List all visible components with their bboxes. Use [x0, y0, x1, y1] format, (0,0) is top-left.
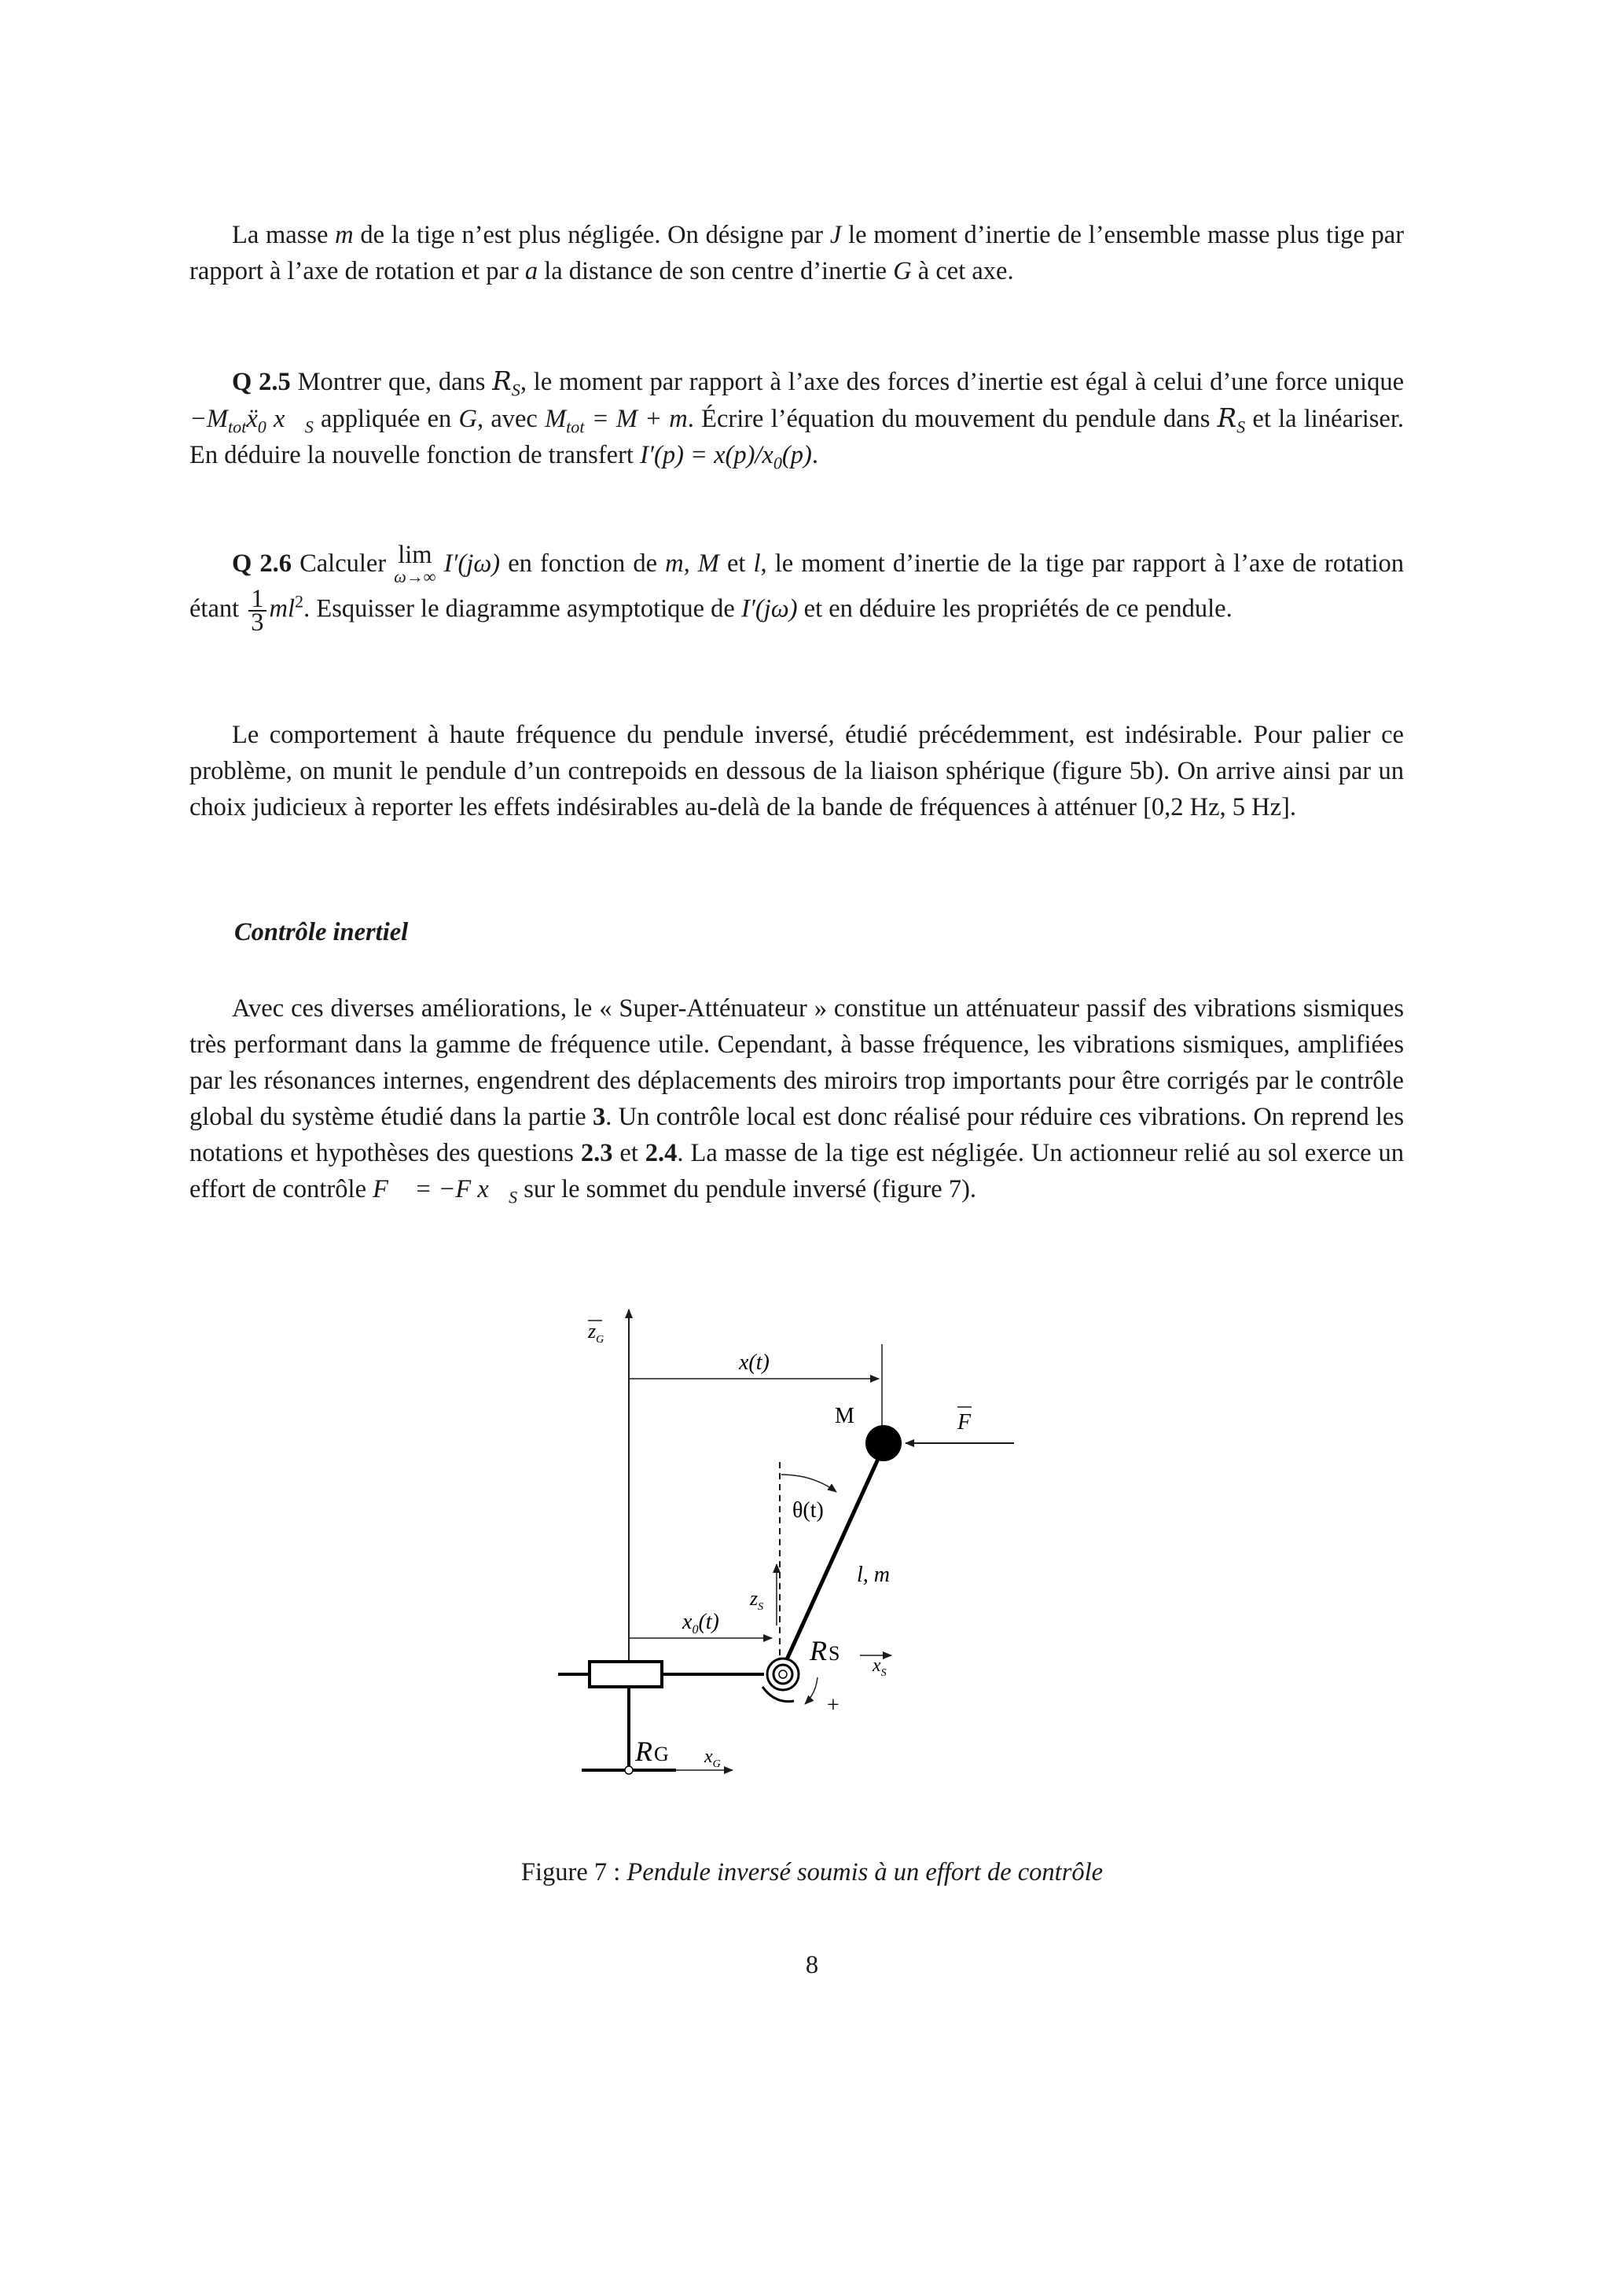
RG-label: RG	[635, 1736, 669, 1767]
fraction-one-third: $\frac{1}{3}$	[248, 588, 266, 634]
x0-label: $x_0(t)$	[682, 1610, 719, 1637]
high-frequency-paragraph: Le comportement à haute fréquence du pendule inversé, étudié précédemment, est indésirable. Pour palier ce problème, on munit le pendule d’un contrepoids en dessous de la liaison sphérique (figure 5b). On arrive ainsi par un choix judicieux à reporter les effets indésirables au-delà de la bande de fréquences à atténuer [0,2 Hz, 5 Hz].	[189, 721, 1404, 821]
zS-label: $z_S$	[750, 1587, 764, 1613]
xS-label: $x_S$	[873, 1655, 887, 1679]
RS-label: RS	[810, 1635, 840, 1666]
question-2-5: Q 2.5 Montrer que, dans $R_S$, le moment par rapport à l’axe des forces d’inertie est égal à celui d’une force unique $-M_{tot}ẍ_0$ $x⃗_S$ appliquée en G, avec $M_{tot} = M + m$. Écrire l’équation du mouvement du pendule dans $R_S$ et la linéariser. En déduire la nouvelle fonction de transfert $I'(p) = x(p)/x_0(p)$.	[189, 366, 1405, 473]
question-2-6: Q 2.6 Calculer lim ω→∞ I′(jω) en fonction de m, M et l, le moment d’inertie de la tige par rapport à l’axe de rotation étant $\frac{1}{3}$ $ml^2$. Esquisser le diagramme asymptotique de I′(jω) et en déduire les propriétés de ce pendule.	[189, 541, 1405, 637]
mass-M	[865, 1425, 902, 1461]
limit-expression: lim ω→∞	[394, 541, 436, 586]
figure-7-inverted-pendulum	[550, 1289, 1053, 1831]
mass-label: M	[835, 1404, 854, 1428]
figure-caption: Figure 7 : Pendule inversé soumis à un effort de contrôle	[520, 1858, 1104, 1886]
force-label: F	[957, 1410, 972, 1435]
zG-label: $z_G$	[588, 1320, 604, 1346]
rod-label: l, m	[857, 1563, 890, 1587]
intro-paragraph: La masse m de la tige n’est plus négligée. On désigne par J le moment d’inertie de l’ensemble masse plus tige par rapport à l’axe de rotation et par a la distance de son centre d’inertie G à cet axe.	[189, 221, 1405, 285]
theta-label: θ(t)	[792, 1498, 824, 1523]
question-label: Q 2.6	[232, 549, 292, 578]
RG-origin-marker	[625, 1766, 633, 1774]
rotation-positive-arrow	[805, 1677, 818, 1704]
spherical-joint-center	[779, 1670, 787, 1678]
section-heading: Contrôle inertiel	[234, 918, 409, 946]
question-label: Q 2.5	[232, 368, 291, 396]
page-number: 8	[805, 1951, 819, 1979]
theta-arc	[781, 1475, 836, 1492]
xG-label: $x_G$	[704, 1747, 721, 1770]
x-t-label: x(t)	[739, 1350, 770, 1375]
plus-label: +	[827, 1693, 840, 1717]
inertial-control-paragraph: Avec ces diverses améliorations, le « Super-Atténuateur » constitue un atténuateur passif des vibrations sismiques très performant dans la gamme de fréquence utile. Cependant, à basse fréquence, les vibrations sismiques, amplifiées par les résonances internes, engendrent des déplacements des miroirs trop importants pour être corrigés par le contrôle global du système étudié dans la partie 3. Un contrôle local est donc réalisé pour réduire ces vibrations. On reprend les notations et hypothèses des questions 2.3 et 2.4. La masse de la tige est négligée. Un actionneur relié au sol exerce un effort de contrôle F⃗ = −F $x⃗_S$ sur le sommet du pendule inversé (figure 7).	[189, 994, 1405, 1207]
slider-block	[590, 1662, 662, 1687]
